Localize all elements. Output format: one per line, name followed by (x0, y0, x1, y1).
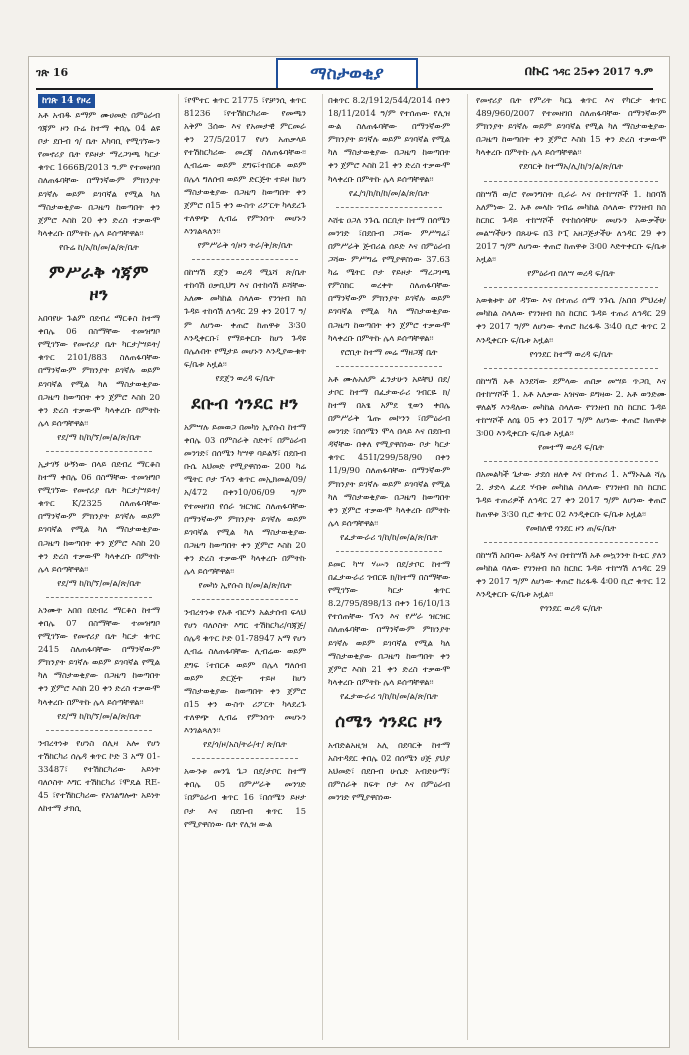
notice-text: ኢታገኝ ሁኝነው በላይ በደብረ ማርቆስ ከተማ ቀበሌ 06 በስማቸው ተመዝግቦ የሚገኘው የመኖሪያ ቤት ካርታ/ሣይት/ ቁጥር K/2325 ስለጠፋባቸው በማንኛውም ምክንያት ይገኛሉ ወይም ይገባኛል የሚል ካለ ማስታወቂያው በጋዜጣ ከወጣበት ቀን ጀምሮ እስከ 20 ቀን ድረስ ተቃውሞ ካላቀረቡ በምትኩ ሌላ ይሰጣቸዋል፡፡ (38, 458, 160, 574)
notice-text: በቁጥር 8.2/1912/544/2014 በቀን 18/11/2014 ዓ/ም የተሰጠው የሊዝ ውል ስለጠፋባቸው በማንኛውም ምክንያት ይገኛሉ ወይም ይገባኛል የሚል ካለ ማስታወቂያው በጋዜጣ ከወጣበት ቀን ጀምሮ እስከ 21 ቀን ድረስ ተቃውሞ ካላቀረቡ በምትኩ ሌላ ይሰጣቸዋል፡፡ (328, 95, 450, 184)
notice-signature: የደ/ጎ/ዞ/አስ/ትራ/ተ/ ጽ/ቤት (203, 739, 287, 750)
zone-heading: ሰሜን ጎንደር ዞን (335, 712, 443, 733)
notice (184, 606, 306, 751)
notice-signature: የፈታውራሪ ገ/ከ/ከ/መ/ል/ጽ/ቤት (340, 690, 438, 701)
notice-divider (336, 551, 442, 552)
notice-signature: የምሥራቅ ጎ/ዞን ትራ/ቅ/ጽ/ቤት (197, 240, 293, 251)
notice-signature: የፈታውራሪ ገ/ከ/ከ/መ/ል/ጽ/ቤት (340, 531, 438, 542)
notice-text: አወቁቱት ዕየ ዳኘው እና በተጠሪ ሰማ ንጉሴ /አበበ ምህረቱ/ መካከል ስላለው የገንዘብ ክስ ከርክር ጉዳይ ተጠሪ ለኅዳር 29 ቀን 2017 ዓ/ም ለሆነው ቀጠሮ ከረፋዱ 3፡40 ቢሮ ቁጥር 2 እንዲቀርቡ ፍ/ቤቱ አዟል፡፡ (476, 295, 666, 345)
zone-heading: ደቡብ ጎንደር ዞን (191, 393, 299, 414)
notice-divider (484, 368, 658, 369)
notice-signature: የመክለዊ ጎንደር ዞን ጠ/ፍ/ቤት (525, 522, 617, 533)
notice-divider (484, 461, 658, 462)
notice-signature: የጎንደር ወረዳ ፍ/ቤት (539, 603, 603, 614)
notice (328, 214, 450, 359)
notice (476, 188, 666, 281)
notice-signature: የመተማ ወረዳ ፍ/ቤት (538, 442, 604, 453)
notice (476, 549, 666, 615)
header-rule (36, 88, 653, 90)
notice (184, 94, 306, 252)
notice-signature: የመካነ ኢየሱስ ከ/መ/ል/ጽ/ቤት (198, 580, 292, 591)
notice-text: በከሣሽ ደጀን ወረዳ ሚኒሻ ጽ/ቤት ተከሳሽ ዐቃቢህግ እና በተከሳሽ ይሻቸው አለሙ መካከል ስላለው የንዝብ ክስ ጉዳይ ተከሳሽ ለኅዳር 29 ቀን 2017 ዓ/ም ለሆነው ቀጠሮ ከጠዋቱ 3፡30 እንዲቀርቡ፣ የማይቀርቡ ከሆነ ጉዳዩ በሌሉበት የሚታይ መሆኑን እንዲያውቁት ፍ/ቤቱ አዟል፡፡ (184, 267, 306, 369)
notice-signature: የፈ/ገ/ከ/ከ/ከ/መ/ል/ጽ/ቤት (348, 187, 430, 198)
notice-signature: የምዕራብ በለሣ ወረዳ ፍ/ቤት (527, 268, 615, 279)
notice (328, 739, 450, 804)
notice-text: ንብረትነቱ የሆነስ ሰሊዛ አሎ የሆነ ተሽከርካሪ ሰሌዳ ቁጥር ኮድ 3 አማ 01-33487፣ የተሽከርካሪው አይነት ባለሶስት እግር ተሽከርካሪ ፣ሞዴል RE-45 ፣የተሽከርካሪው የአገልግሎት አይነት ለከተማ ታክሲ (38, 737, 160, 814)
paper-header (525, 64, 653, 79)
masthead-banner (276, 58, 418, 90)
notice-text: በአመልካች ጌታው ታደሰ ዘለቀ እና በተጠሪ 1. አማኑኤል ሻሌ 2. ታድላ ፈረደ ሃብቱ መካከል ስላለው የገንዘብ ክስ ከርክር ጉዳይ ተጠሪዎች ለኅዳር 27 ቀን 2017 ዓ/ም ለሆነው ቀጠሮ ከጠዋቱ 3፡30 ቢሮ ቁጥር 02 እንዲቀርቡ ፍ/ቤቱ አዟል፡፡ (476, 469, 666, 519)
notice-text: አቶ አብዱ ይማም ሙሀመድ በምዕራብ ጎጃም ዞን ቡሬ ከተማ ቀበሌ 04 ልዩ ቦታ ደቡብ ጎ/ ቤት አካባቢ የሚገኘውን የመኖሪያ ቤት የይዞታ ማረጋገጫ ካርታ ቁጥር 1666B/2013 ዓ.ም የተመዘገበ ስለጠፋባቸው በማንኛውም ምክንያት ይገኛሉ ወይም ይገባኛል የሚል ካለ ማስታወቂያው በጋዜጣ ከወጣበት ቀን ጀምሮ እስከ 20 ቀን ድረስ ተቃውሞ ካላቀረቡ በምትኩ ሌላ ይሰጣቸዋል፡፡ (38, 110, 160, 238)
notice-divider (192, 758, 298, 759)
notice (38, 458, 160, 590)
notice-text: አብድልአዚዝ አሊ በደባርቅ ከተማ አስተዳደር ቀበሌ 02 በሰሜን ሀጅ ያህያ አህመድ፣ በደቡብ ሁሴድ አብድሁማ፣ በምስራቅ ክፍት ቦታ እና በምዕራብ መንገድ የሚያዋስነው (328, 740, 450, 803)
notice (38, 604, 160, 723)
notice-text: አቶ ሙሉአለም ፈንታሁን አይቸህ በደ/ታቦር ከተማ በፈታውራሪ ገብርዬ ክ/ከተማ በአፄ አምደ ፂወን ቀበሌ በምሥራቅ ጌጡ መኮንን ፣በምዕራብ መንገድ ፣በሰሜን ሞላ በላይ እና በደቡብ ዳኛቸው በቀለ የሚያዋስነው ቦታ ካርታ ቁጥር 451I/299/58/90 በቀን 11/9/90 ስለጠፋባቸው በማንኛውም ምክንያት ይገኛሉ ወይም ይገባኛል የሚል ካለ ማስታወቂያው በጋዜጣ ከወጣበት ቀን ጀምሮ ተቃውሞ ካላቀረቡ በምትኩ ሌላ ይሰጣቸዋል፡፡ (328, 373, 450, 528)
notice-text: ንብረትነቱ የአቶ ብርሃን አልታሰብ ፍላህ የሆነ ባለሶስት እግር ተሽከርካሪ/ባጃጅ/ ሰሌዳ ቁጥር ኮድ 01-78947 አማ የሆነ ሊብሬ ስለጠፋባቸው ሊብሬው ወይም ደግፍ ፣ተበርቶ ወይም በሌላ ግለሰብ ወይም ድርጅት ተይዞ ከሆነ ማስታወቂያው ከወጣበት ቀን ጀምሮ በ15 ቀን ውስጥ ሪፖርት ካላደረጉ ተለዋጭ ሊብሬ የምንሰጥ መሆኑን እንገልጻለን፡፡ (184, 607, 306, 736)
notice-divider (336, 366, 442, 367)
notice-divider (46, 451, 152, 452)
notice-divider (46, 730, 152, 731)
notice (328, 94, 450, 200)
column-divider (467, 94, 468, 1040)
continued-from-tag: ከገጽ 14 የዞረ (38, 94, 95, 108)
notice (476, 468, 666, 534)
notice-signature: የደባርቅ ከተማአ/ሊ/ከ/ን/ል/ጽ/ቤት (519, 161, 623, 172)
column-1 (38, 94, 160, 1040)
notice-divider (484, 287, 658, 288)
notice-text: በከሣሽ አቶ አንደሻው ደምላው ጠበቃ መሣይ ጥጋቢ እና በተከሣሾች 1. አቶ አለቃው አዝናው ይግዛው 2. አቶ ወንድሙ ዋለልኝ እንዳለው መካከል ስላለው የገንዘብ ክስ ከርክር ጉዳይ ተከሣሾች ለሰኔ 05 ቀን 2017 ዓ/ም ለሆነው ቀጠሮ ከጠዋቱ 3፡00 እንዲቀርቡ ፍ/ቤቱ አዟል፡፡ (476, 375, 666, 439)
notice-signature: የደጀን ወረዳ ፍ/ቤት (215, 372, 275, 383)
page-number: ገጽ 16 (36, 66, 69, 79)
notice-text: አንሙት አበበ በደብረ ማርቆስ ከተማ ቀበሌ 07 በስማቸው ተመዝግቦ የሚገኘው የመኖሪያ ቤት ካርታ ቁጥር 2415 ስለጠፋባቸው በማንኛውም ምክንያት ይገኛሉ ወይም ይገባኛል የሚል ካለ ማስታወቂያው በጋዜጣ ከወጣበት ቀን ጀምሮ እስከ 20 ቀን ድረስ ተቃውሞ ካላቀረቡ በምትኩ ሌላ ይሰጣቸዋል፡፡ (38, 604, 160, 707)
notice-text: እሸቴ ዐጋለ ንጉሴ በርቢት ከተማ በሰሜን መንገድ ፣በደቡብ ጋሻው ምሥግሬ፣ በምሥራቅ ጅብሪል ሰይድ እና በምዕራብ ጋሻው ምሥግሬ የሚያዋስነው 37.63 ካሬ ሜትር ቦታ የይዞታ ማረጋገጫ የምስክር ወረቀት ስለጠፋባቸው በማንኛውም ምክንያት ይገኛሉ ወይም ይገባኛል የሚል ካለ ማስታወቂያው በጋዜጣ ከወጣበት ቀን ጀምሮ ተቃውሞ ካላቀረቡ በምትኩ ሌላ ይሰጣቸዋል፡፡ (328, 214, 450, 343)
paper-name: በኩር (524, 64, 549, 79)
notice-signature: የደ/ማ ከ/ከ/ኘ/መ/ል/ጽ/ቤት (57, 431, 141, 442)
notice (328, 558, 450, 703)
notice (38, 312, 160, 444)
notice (184, 266, 306, 385)
notice-signature: የቡሬ ከ/አ/ከ/መ/ል/ጽ/ቤት (59, 241, 139, 252)
notice-divider (192, 259, 298, 260)
notice (38, 109, 160, 254)
notice-divider (484, 542, 658, 543)
notice-signature: የደ/ማ ከ/ከ/ኘ/መ/ል/ጽ/ቤት (57, 577, 141, 588)
column-3 (328, 94, 450, 1040)
notice-signature: የሮቢት ከተማ መሬ ማዘጋጃ ቤት (340, 346, 438, 357)
notice-divider (192, 599, 298, 600)
masthead-title: ማስታወቂያ (310, 64, 384, 84)
notice-text: ይመር ካሣ ሃሡን በደ/ታቦር ከተማ በፈታውራሪ ገብርዬ ክ/ከተማ በስማቸው የሚገኘው ካርታ ቁጥር 8.2/795/898/13 በቀን 16/10/13 የተሰጠቸው ፕላን እና የሥራ ዝርዝር ስለጠፋባቸው በማንኛውም ምክንያት ይገኛሉ ወይም ይገባኛል የሚል ካለ ማስታወቂያው በጋዜጣ ከወጣበት ቀን ጀምሮ እስከ 21 ቀን ድረስ ተቃውሞ ካላቀረቡ በምትኩ ሌላ ይሰጣቸዋል፡፡ (328, 559, 450, 687)
notice-text: የመኖሪያ ቤት የምሪት ካርኔ ቁጥር እና የካርታ ቁጥር 489/960/2007 የተመዘገበ ስለጠፋባቸው በማንኛውም ምክንያት ይገኛሉ ወይም ይገባኛል የሚል ካለ ማስታወቂያው በጋዜጣ ከወጣበት ቀን ጀምሮ እስከ 15 ቀን ድረስ ተቃውሞ ካላቀረቡ በምትኩ ሌላ ይሰጣቸዋል፡፡ (476, 95, 666, 158)
notice-text: አምሣሉ ይመወጋ በመካነ ኢየሱስ ከተማ ቀበሌ 03 በምስራቅ ስድት፣ በምዕራብ መንገድ፣ በሰሜን ካሣዋ ባይልኝ፣ በደቡብ ቡሴ አህመድ የሚያዋስነው 200 ካሬ ሜትር ቦታ ፕላን ቁጥር መኢክመል/09/አ/472 በቀን10/06/09 ዓ/ም የተመዘገበ የሰራ ዝርዝር ስለጠፋባቸው በማንኛውም ምክንያት ይገኛሉ ወይም ይገባኛል የሚል ካለ ማስታወቂያው በጋዜጣ ከወጣበት ቀን ጀምሮ እስከ 20 ቀን ድረስ ተቃውሞ ካላቀረቡ በምትኩ ሌላ ይሰጣቸዋል፡፡ (184, 421, 306, 576)
notice-divider (46, 597, 152, 598)
column-divider (178, 94, 179, 1040)
notice (184, 421, 306, 592)
notice (328, 373, 450, 544)
column-2 (184, 94, 306, 1040)
notice (38, 737, 160, 816)
notice-text: በከሣሽ አበባው አዳልኝ እና በተከሣሽ አቶ መኳንንት ኩቴር ያለን መካከል ባለው የገንዘብ ክስ ከርክር ጉዳይ ተከሣሽ ለኅዳር 29 ቀን 2017 ዓ/ም ለሆነው ቀጠሮ ከረፋዱ 4፡00 ቢሮ ቁጥር 12 እንዲቀርቡ ፍ/ቤቱ አዟል፡፡ (476, 549, 666, 599)
notice (476, 375, 666, 455)
notice (476, 94, 666, 174)
notice-text: አውንቱ መንጌ ጌጋ በደ/ታቦር ከተማ ቀበሌ 05 በምሥራቅ መንገድ ፣በምዕራብ ቁጥር 16 ፣በሰሜን ይዞታ ቦታ እና በደቡብ ቁጥር 15 የሚያዋስነው ቤት የሊዝ ውል (184, 766, 306, 829)
notice (184, 765, 306, 830)
column-divider (322, 94, 323, 1040)
notice-signature: የጎንደር ከተማ ወረዳ ፍ/ቤት (529, 348, 613, 359)
notice-divider (484, 181, 658, 182)
column-4 (476, 94, 666, 1040)
notice-signature: የደ/ማ ከ/ከ/ኘ/መ/ል/ጽ/ቤት (57, 710, 141, 721)
notice-text: ፣የሞተር ቁጥር 21775 ፣የቻንሲ ቁጥር 81236 ፣የተሽከርካሪው የመጫን አቅም 3ሰው እና የአመታዊ ምርመራ ቀን 27/5/2017 የሆነ አጠቃላይ የተሽከርካሪው መረጃ ስለጠፋባቸው፡፡ ሊብሬው ወይም ደግፍ፣ተበርቶ ወይም በሌላ ግለሰብ ወይም ድርጅት ተይዞ ከሆነ ማስታወቂያው በጋዜጣ ከወጣበት ቀን ጀምሮ በ15 ቀን ውስጥ ሪፖርት ካላደረጉ ተለዋጭ ሊብሬ የምንሰጥ መሆኑን እንገልጻለን፡፡ (184, 95, 306, 236)
notice-divider (336, 207, 442, 208)
notice (476, 294, 666, 360)
notice-text: በከሣሽ ወ/ሮ የመንግስት ቢራራ እና በተከሣሾች 1. ከበባሽ አለምነው 2. አቶ መላኩ ገብሬ መካከል ስላለው የገንዘብ ክስ ከርክር ጉዳይ ተከሣሾች የተከሰሳቸሁ መሆኑን አውቃችሁ መልሣችሁን በጹሁፍ በ3 ኮፒ አዘጋጅታችሁ ለኅዳር 29 ቀን 2017 ዓ/ም ለሆነው ቀጠሮ ከጠዋቱ 3፡00 እድትቀርቡ ፍ/ቤቱ አዟል፡፡ (476, 188, 666, 265)
issue-date: ኅዳር 25ቀን 2017 ዓ.ም (552, 67, 653, 78)
notice-text: አበባየሁ ጉልም በደብረ ማርቆስ ከተማ ቀበሌ 06 በስማቸው ተመዝግቦ የሚገኘው የመኖሪያ ቤት ካርታ/ሣይት/ ቁጥር 2101/883 ስለጠፋባቸው በማንኛውም ምክንያት ይገኛሉ ወይም ይገባኛል የሚል ካለ ማስታወቂያው በጋዜጣ ከወጣበት ቀን ጀምሮ እስከ 20 ቀን ድረስ ተቃውሞ ካላቀረቡ በምትኩ ሌላ ይሰጣቸዋል፡፡ (38, 313, 160, 428)
zone-heading: ምሥራቅ ጎጃም ዞን (48, 263, 150, 306)
